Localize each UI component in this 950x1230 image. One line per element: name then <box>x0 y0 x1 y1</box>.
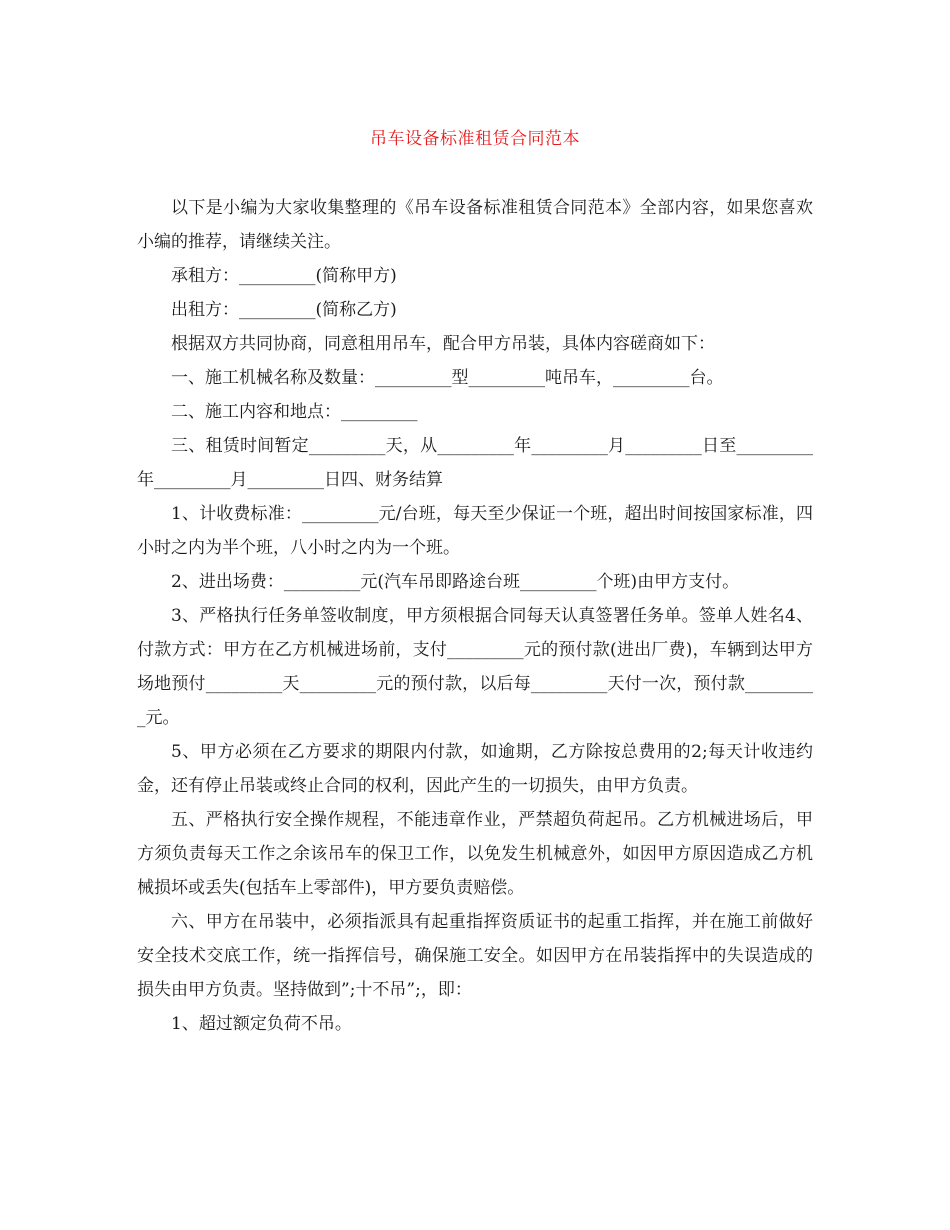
paragraph-safety: 五、严格执行安全操作规程，不能违章作业，严禁超负荷起吊。乙方机械进场后，甲方须负责每天工作之余该吊车的保卫工作，以免发生机械意外，如因甲方原因造成乙方机械损坏或丢失(包括车上零部件)，甲方要负责赔偿。 <box>137 810 813 898</box>
paragraph-fee-standard: 1、计收费标准：_________元/台班，每天至少保证一个班，超出时间按国家标准，四小时之内为半个班，八小时之内为一个班。 <box>137 504 813 558</box>
paragraph-task-order: 3、严格执行任务单签收制度，甲方须根据合同每天认真签署任务单。签单人姓名4、付款方式：甲方在乙方机械进场前，支付_________元的预付款(进出厂费)，车辆到达甲方场地预付_________天_________元的预付款，以后每_________天付一次，预付款_________元。 <box>137 606 813 728</box>
paragraph-lessor: 出租方：_________(简称乙方) <box>171 300 397 320</box>
paragraph-machinery: 一、施工机械名称及数量：_________型_________吨吊车，_________台。 <box>171 368 724 388</box>
document-title: 吊车设备标准租赁合同范本 <box>370 129 580 149</box>
paragraph-lifting-command: 六、甲方在吊装中，必须指派具有起重指挥资质证书的起重工指挥，并在施工前做好安全技术交底工作，统一指挥信号，确保施工安全。如因甲方在吊装指挥中的失误造成的损失由甲方负责。坚持做到”;十不吊”;，即： <box>137 912 813 1000</box>
paragraph-lessee: 承租方：_________(简称甲方) <box>171 266 397 286</box>
paragraph-work-content: 二、施工内容和地点：_________ <box>171 402 418 422</box>
paragraph-rule-1: 1、超过额定负荷不吊。 <box>171 1014 352 1034</box>
document-body <box>137 191 813 1041</box>
paragraph-entry-fee: 2、进出场费：_________元(汽车吊即路途台班_________个班)由甲方支付。 <box>171 572 740 592</box>
paragraph-intro: 以下是小编为大家收集整理的《吊车设备标准租赁合同范本》全部内容，如果您喜欢小编的推荐，请继续关注。 <box>137 198 813 252</box>
paragraph-late-payment: 5、甲方必须在乙方要求的期限内付款，如逾期，乙方除按总费用的2;每天计收违约金，还有停止吊装或终止合同的权利，因此产生的一切损失，由甲方负责。 <box>137 742 813 796</box>
paragraph-lease-time: 三、租赁时间暂定_________天，从_________年_________月_________日至_________年_________月_________日四、财务结算 <box>137 436 813 490</box>
paragraph-agreement: 根据双方共同协商，同意租用吊车，配合甲方吊装，具体内容磋商如下： <box>171 334 715 354</box>
